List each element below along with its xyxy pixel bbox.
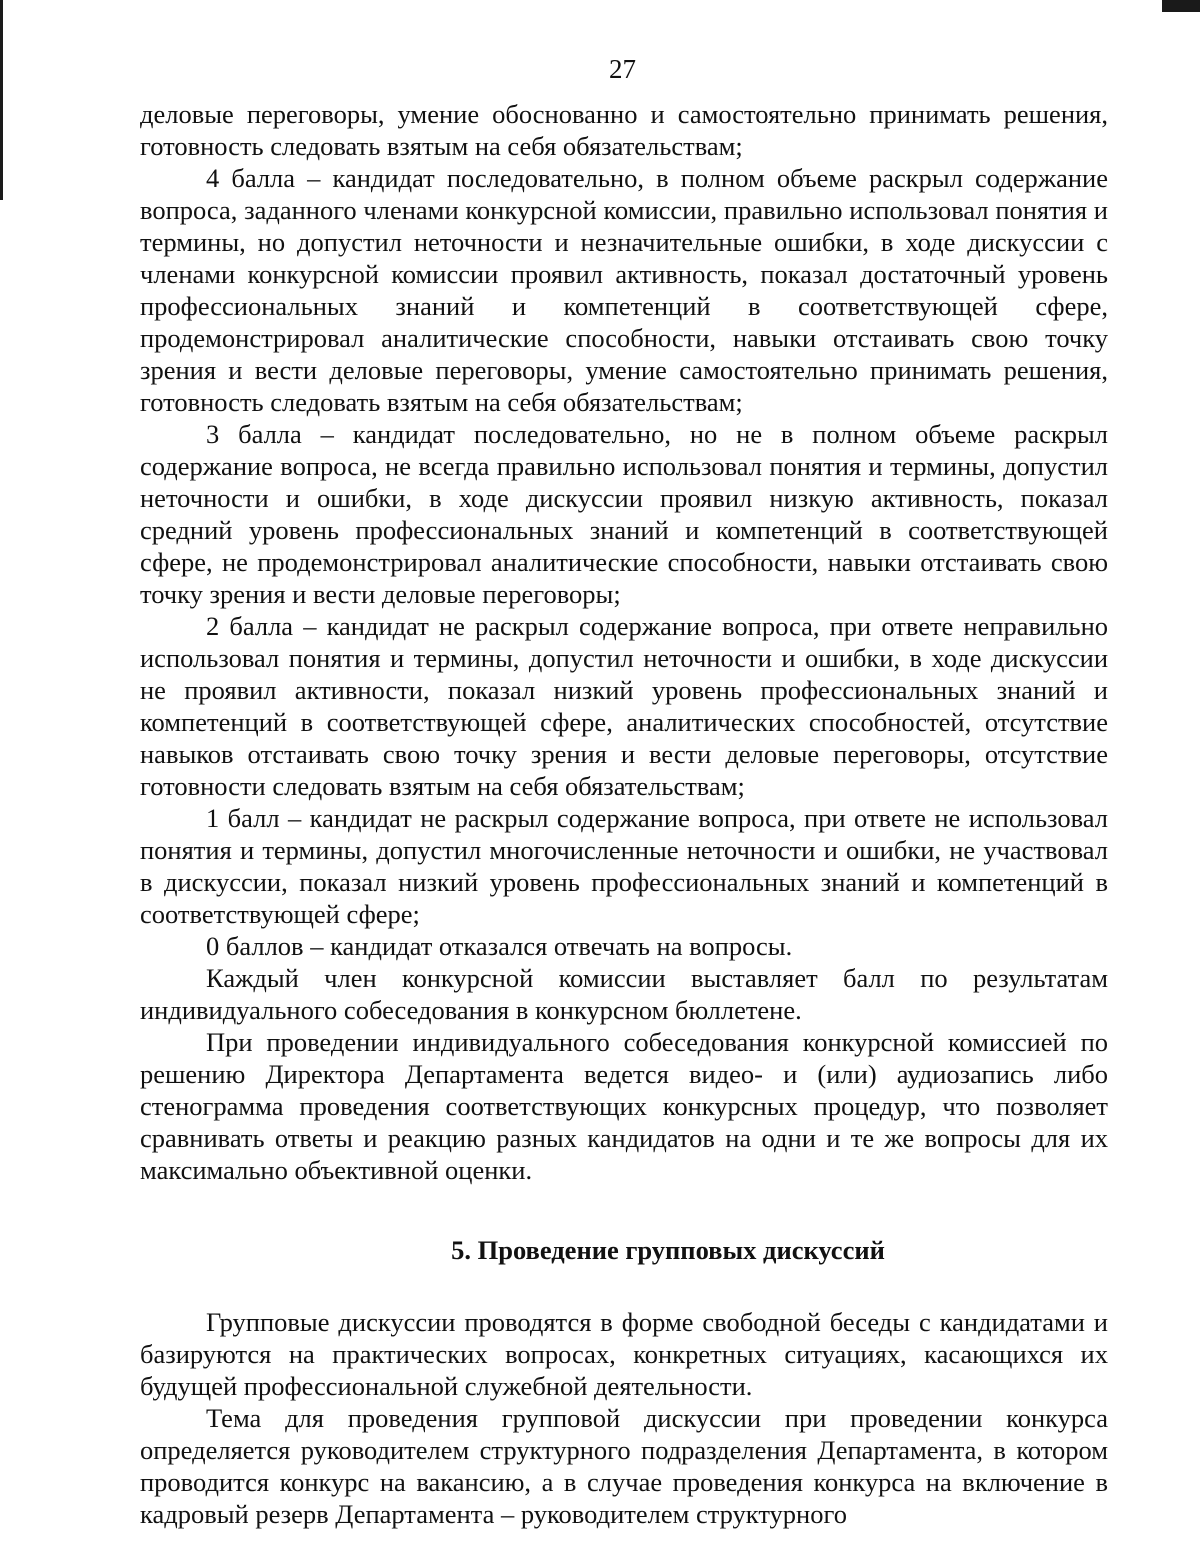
paragraph-score-0: 0 баллов – кандидат отказался отвечать на вопросы.: [206, 931, 793, 961]
paragraph-continuation: деловые переговоры, умение обоснованно и самостоятельно принимать решения, готовность следовать взятым на себя обязательствам;: [140, 99, 1108, 161]
paragraph-score-2: 2 балла – кандидат не раскрыл содержание вопроса, при ответе неправильно использовал понятия и термины, допустил неточности и ошибки, в ходе дискуссии не проявил активности, показал низкий уровень профессиональных знаний и компетенций в соответствующей сфере, аналитических способностей, отсутствие навыков отстаивать свою точку зрения и вести деловые переговоры, отсутствие готовности следовать взятым на себя обязательствам;: [140, 611, 1108, 801]
section-heading: 5. Проведение групповых дискуссий: [451, 1235, 885, 1265]
document-body: [140, 98, 1108, 1530]
paragraph-score-1: 1 балл – кандидат не раскрыл содержание вопроса, при ответе не использовал понятия и термины, допустил многочисленные неточности и ошибки, не участвовал в дискуссии, показал низкий уровень профессиональных знаний и компетенций в соответствующей сфере;: [140, 803, 1108, 929]
paragraph-recording: При проведении индивидуального собеседования конкурсной комиссией по решению Директора Департамента ведется видео- и (или) аудиозапись либо стенограмма проведения соответствующих конкурсных процедур, что позволяет сравнивать ответы и реакцию разных кандидатов на одни и те же вопросы для их максимально объективной оценки.: [140, 1027, 1108, 1185]
paragraph-group-discussion: Групповые дискуссии проводятся в форме свободной беседы с кандидатами и базируются на практических вопросах, конкретных ситуациях, касающихся их будущей профессиональной служебной деятельности.: [140, 1307, 1108, 1401]
paragraph-score-3: 3 балла – кандидат последовательно, но не в полном объеме раскрыл содержание вопроса, не всегда правильно использовал понятия и термины, допустил неточности и ошибки, в ходе дискуссии проявил низкую активность, показал средний уровень профессиональных знаний и компетенций в соответствующей сфере, не продемонстрировал аналитические способности, навыки отстаивать свою точку зрения и вести деловые переговоры;: [140, 419, 1108, 609]
paragraph-discussion-topic: Тема для проведения групповой дискуссии при проведении конкурса определяется руководителем структурного подразделения Департамента, в котором проводится конкурс на вакансию, а в случае проведения конкурса на включение в кадровый резерв Департамента – руководителем структурного: [140, 1403, 1108, 1529]
paragraph-ballot: Каждый член конкурсной комиссии выставляет балл по результатам индивидуального собеседования в конкурсном бюллетене.: [140, 963, 1108, 1025]
scan-edge-right: [1162, 0, 1200, 12]
page-number: 27: [609, 54, 636, 84]
paragraph-score-4: 4 балла – кандидат последовательно, в полном объеме раскрыл содержание вопроса, заданного членами конкурсной комиссии, правильно использовал понятия и термины, но допустил неточности и незначительные ошибки, в ходе дискуссии с членами конкурсной комиссии проявил активность, показал достаточный уровень профессиональных знаний и компетенций в соответствующей сфере, продемонстрировал аналитические способности, навыки отстаивать свою точку зрения и вести деловые переговоры, умение самостоятельно принимать решения, готовность следовать взятым на себя обязательствам;: [140, 163, 1108, 417]
scan-edge-left: [0, 0, 3, 200]
